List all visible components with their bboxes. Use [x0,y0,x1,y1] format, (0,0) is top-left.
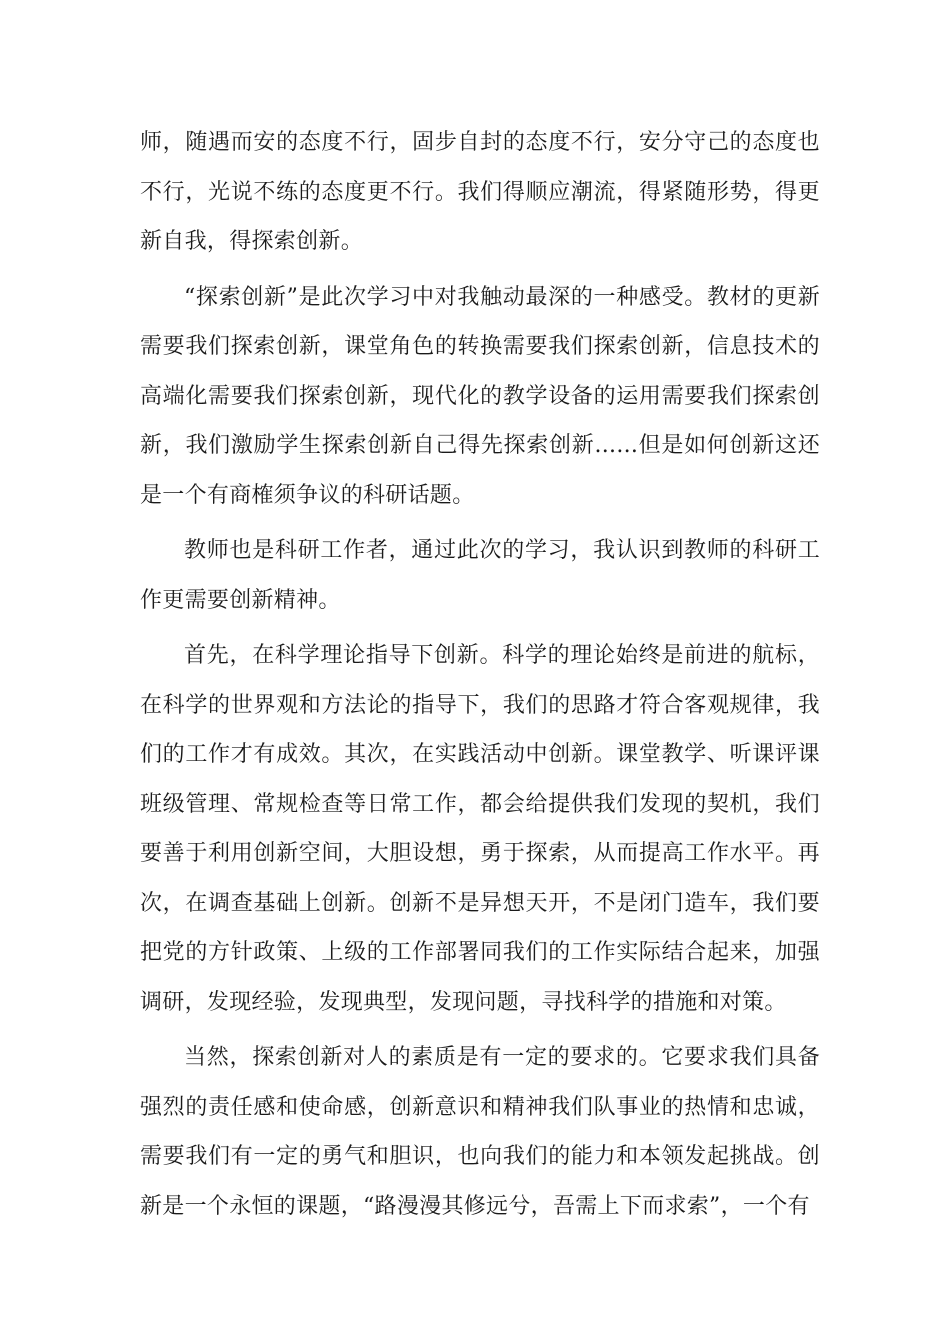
paragraph-innovation-methods: 首先，在科学理论指导下创新。科学的理论始终是前进的航标，在科学的世界观和方法论的指导下，我们的思路才符合客观规律，我们的工作才有成效。其次，在实践活动中创新。课堂教学、听课评课班级管理、常规检查等日常工作，都会给提供我们发现的契机，我们要善于利用创新空间，大胆设想，勇于探索，从而提高工作水平。再次，在调查基础上创新。创新不是异想天开，不是闭门造车，我们要把党的方针政策、上级的工作部署同我们的工作实际结合起来，加强调研，发现经验，发现典型，发现问题，寻找科学的措施和对策。 [140,643,820,1015]
paragraph-continuation: 师，随遇而安的态度不行，固步自封的态度不行，安分守己的态度也不行，光说不练的态度更不行。我们得顺应潮流，得紧随形势，得更新自我，得探索创新。 [140,130,820,254]
paragraph-teacher-researcher: 教师也是科研工作者，通过此次的学习，我认识到教师的科研工作更需要创新精神。 [140,538,820,613]
document-body [140,118,820,1237]
paragraph-exploration-innovation: “探索创新”是此次学习中对我触动最深的一种感受。教材的更新需要我们探索创新，课堂角色的转换需要我们探索创新，信息技术的高端化需要我们探索创新，现代化的教学设备的运用需要我们探索创新，我们激励学生探索创新自己得先探索创新......但是如何创新这还是一个有商榷须争议的科研话题。 [140,284,820,508]
paragraph-quality-requirements: 当然，探索创新对人的素质是有一定的要求的。它要求我们具备强烈的责任感和使命感，创新意识和精神我们队事业的热情和忠诚，需要我们有一定的勇气和胆识，也向我们的能力和本领发起挑战。创新是一个永恒的课题，“路漫漫其修远兮，吾需上下而求索”，一个有 [140,1045,820,1219]
